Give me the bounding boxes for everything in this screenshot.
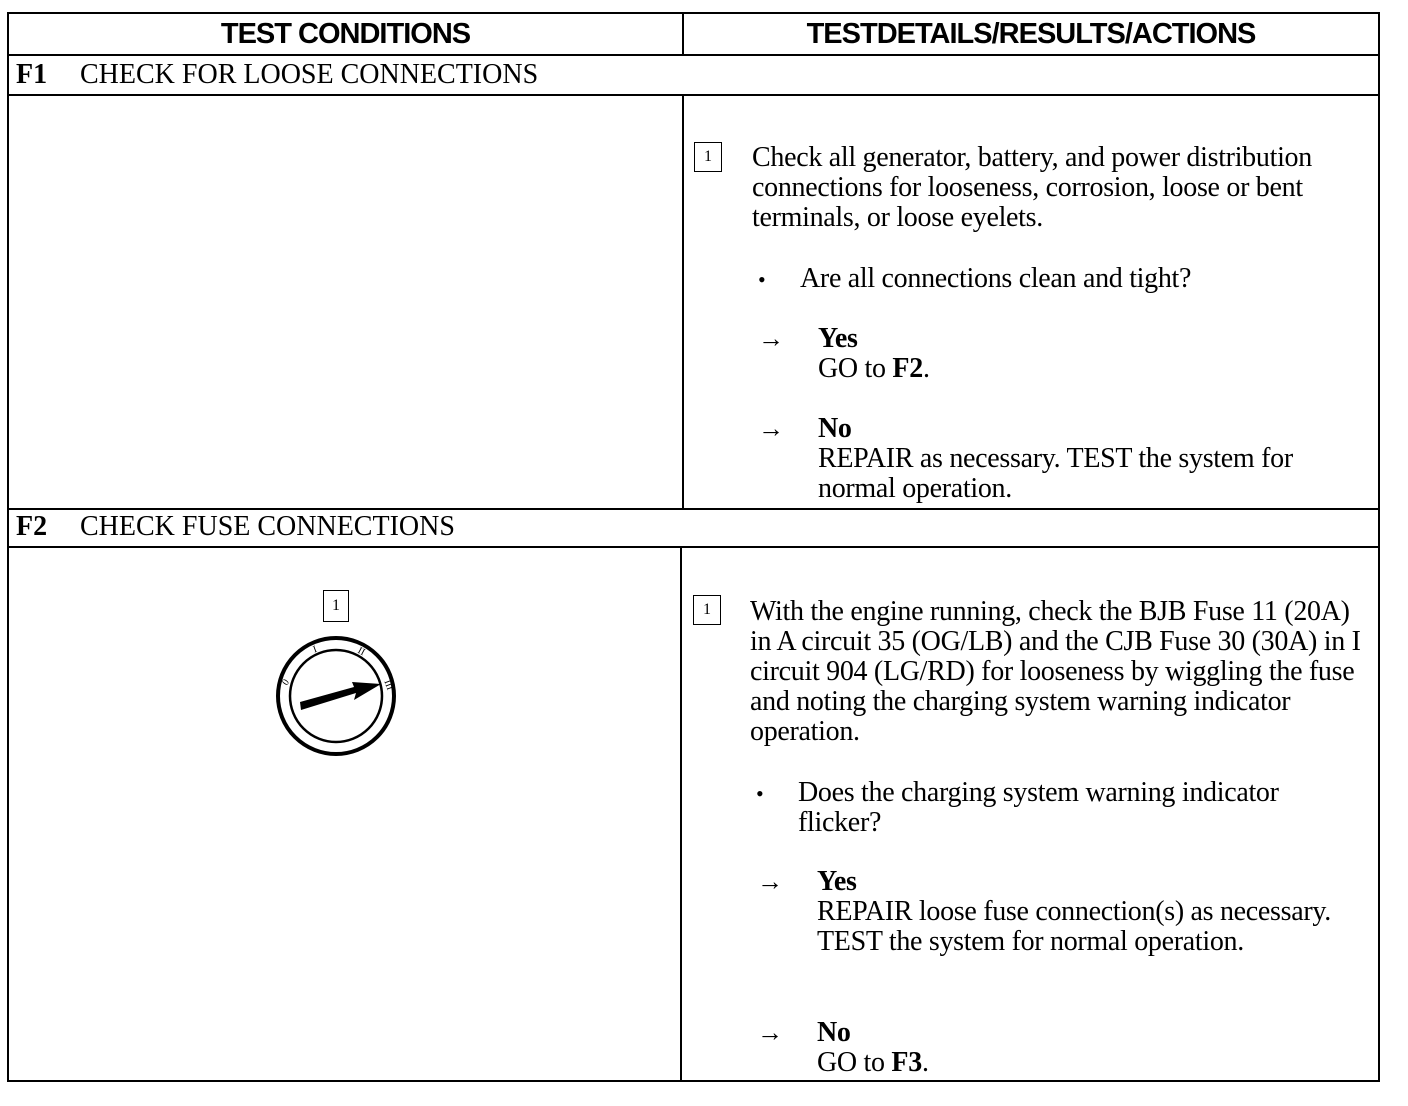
- rule: [7, 94, 1380, 96]
- arrow-right-icon: →: [757, 1018, 783, 1047]
- no-label: No: [818, 413, 852, 444]
- ignition-switch-icon: [270, 630, 402, 762]
- step-number-box: 1: [694, 142, 722, 172]
- question: Are all connections clean and tight?: [800, 263, 1192, 294]
- arrow-right-icon: →: [757, 867, 783, 896]
- yes-action-suffix: .: [922, 353, 930, 384]
- yes-label: Yes: [818, 323, 858, 354]
- question: Does the charging system warning indicator flicker?: [798, 777, 1279, 838]
- step-instruction: With the engine running, check the BJB Fuse 11 (20A) in A circuit 35 (OG/LB) and the CJB Fuse 30 (30A) in I circuit 904 (LG/RD) for looseness by wiggling the fuse and noting the charging system warning indicator operation.: [750, 596, 1361, 747]
- step-instruction: Check all generator, battery, and power distribution connections for looseness, corrosion, loose or bent terminals, or loose eyelets.: [752, 142, 1312, 233]
- rule: [7, 546, 1380, 548]
- no-label: No: [817, 1017, 851, 1048]
- rule: [7, 54, 1380, 56]
- no-action-ref: F3: [891, 1047, 922, 1078]
- answer-no: [818, 414, 1358, 504]
- yes-action-prefix: GO to: [818, 353, 893, 384]
- answer-yes: [818, 324, 1358, 384]
- no-action-prefix: GO to: [817, 1047, 892, 1078]
- position-2-label: II: [355, 645, 367, 659]
- section-id: F1: [16, 59, 48, 90]
- section-f1-title: [16, 57, 538, 93]
- section-title: CHECK FOR LOOSE CONNECTIONS: [80, 59, 539, 90]
- rule: [680, 546, 682, 1082]
- bullet-icon: •: [758, 267, 766, 292]
- header-test-details: TESTDETAILS/RESULTS/ACTIONS: [806, 18, 1256, 50]
- position-3-label: III: [381, 678, 396, 692]
- section-id: F2: [16, 511, 48, 542]
- header-test-conditions: TEST CONDITIONS: [220, 18, 471, 50]
- yes-label: Yes: [817, 866, 857, 897]
- answer-no: [817, 1018, 1347, 1078]
- bullet-icon: •: [756, 781, 764, 806]
- step-number-box: 1: [693, 595, 721, 625]
- rule: [682, 94, 684, 509]
- position-1-label: I: [311, 643, 319, 656]
- arrow-right-icon: →: [758, 324, 784, 353]
- no-action-suffix: .: [921, 1047, 929, 1078]
- answer-yes: [817, 867, 1347, 957]
- yes-action: REPAIR loose fuse connection(s) as necessary. TEST the system for normal operation.: [817, 896, 1331, 957]
- condition-step-box: 1: [323, 590, 349, 622]
- no-action: REPAIR as necessary. TEST the system for normal operation.: [818, 443, 1293, 504]
- yes-action-ref: F2: [892, 353, 923, 384]
- section-title: CHECK FUSE CONNECTIONS: [80, 511, 455, 542]
- section-f2-title: [16, 509, 455, 545]
- arrow-right-icon: →: [758, 414, 784, 443]
- position-0-label: 0: [280, 677, 292, 688]
